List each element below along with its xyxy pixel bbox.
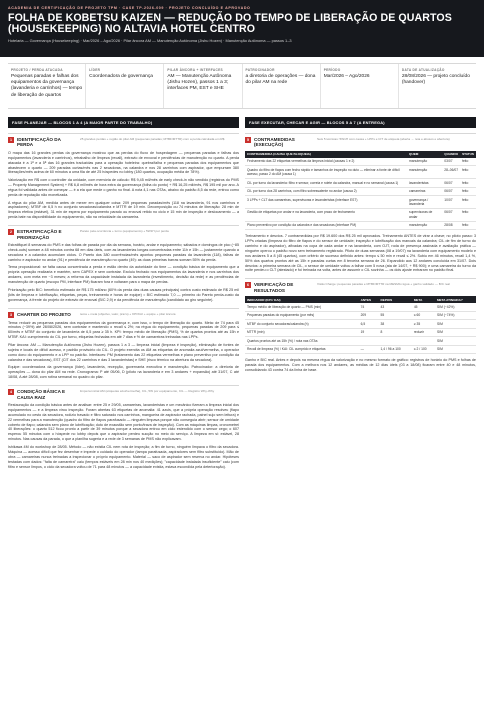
meta-label: DATA DE ATUALIZAÇÃO [401, 68, 445, 72]
execute-column [245, 117, 476, 696]
table-cell: feito [460, 166, 476, 179]
phase-banner-execute: FASE EXECUTAR, CHECAR E AGIR — BLOCOS 5 A 7 (A ENTREGA) [245, 117, 476, 128]
breadcrumb: Hotelaria — Governança (Housekeeping) · Mar/2026 – Ago/2026 · Pilar âncora AM — Manutenção Autônoma (Jishu Hozen) · Manutenção Autônoma — passos 1–3 [8, 37, 292, 43]
table-row [245, 158, 476, 166]
meta-leader [86, 64, 164, 108]
table-header-row [245, 296, 476, 303]
meta-pillar [164, 64, 242, 108]
table-cell: supervisoras de andar [407, 208, 442, 221]
countermeasures-table [245, 151, 476, 230]
header-kicker: ACADEMIA DE CERTIFICAÇÃO DE PROJETO TPM · CASE TP-2026-009 · PROJETO CONCLUÍDO E APROVADO [8, 6, 251, 10]
table-cell: Fechamento das 22 etiquetas vermelhas da limpeza inicial (causas 1 e 2) [245, 158, 407, 166]
meta-value: Pequenas paradas e falhas dos equipamentos da governança (lavanderia e carrinhos) — tempo de liberação de quartos [11, 74, 83, 98]
table-cell: SIM [435, 320, 476, 328]
column-header: ANTES [359, 296, 379, 303]
table-cell: 10/07 [442, 196, 460, 209]
table-row [245, 328, 476, 336]
section-header [8, 137, 239, 148]
column-header: STATUS [460, 151, 476, 158]
section-title: IDENTIFICAÇÃO DA PERDA [17, 137, 61, 148]
section-title: CONDIÇÃO BÁSICA E CAUSA RAIZ [17, 389, 66, 400]
table-cell: feito [460, 158, 476, 166]
table-cell: manutenção [407, 158, 442, 166]
table-cell: CIL por turno da lavanderia: filtro e sensor, correia e rolete da calandra, manual e no semanal (causa 1) [245, 179, 407, 187]
section-note: 25 grandes perdas + região do pilar AM (pequenas paradas; MTBF/MTTR) com a perda calculada em R$ [80, 137, 225, 141]
meta-label: PROJETO / PERDA ATACADA [11, 68, 63, 72]
table-cell: Plano preventivo por condição da calandra e das secadoras (interface PM) [245, 221, 407, 229]
table-cell: SIM [435, 337, 476, 345]
table-cell [379, 337, 412, 345]
section-title: VERIFICAÇÃO DE RESULTADOS [254, 282, 294, 293]
table-row [245, 320, 476, 328]
paragraph: Ganho e B/C real. Antes e depois na mesma régua da valorização e no mesmo formato de gráfico: registros de horário do PMS e folhas de parada dos equipamentos. Com a melhora nos 12 andares, as médias de 12 dias úteis (03 a 18/08) ficaram entre 40 e 48 minutos, consolidando 43 contra 74 da linha de base. [245, 358, 476, 372]
table-cell: SIM (−74%) [435, 311, 476, 319]
column-header: CONTRAMEDIDA (CAUSA QUE BLOQUEIA) [245, 151, 407, 158]
table-cell: 06/07 [442, 179, 460, 187]
meta-label: PERÍODO [323, 68, 341, 72]
table-cell: 06/07 [442, 187, 460, 195]
table-row [245, 196, 476, 209]
paragraph: A régua do pilar AM, medida antes de mexer em qualquer coisa: 209 pequenas paradas/mês (118 na lavanderia, 91 nos carrinhos e aspiradores); MTBF de 6,5 h no conjunto secadoras/calandra e MTTR de 19 min. Decomposição ou 74 minutos de liberação: 28 min de limpeza efetiva (estável), 31 min de espera por equipamento parado ou enxoval retido no ciclo e 15 min de inspeção e deslocamento — a perda bate na disponibilidade do equipamento, não na velocidade da camareira. [8, 200, 239, 220]
section-note: Seis 5 técnicas: 5W1H com causa + LPPs e CIT de etiqueta (aberta → reta e abusos e abertura) [317, 137, 450, 141]
paragraph: Tema: reduzir as pequenas paradas dos equipamentos da governança e, com isso, o tempo de liberação do quarto. Meta: de 74 para 45 minutos (−39%) até 28/08/2026, sem contratar e mantendo o recall ≤ 2%; na régua do equipamento, pequenas paradas de 209 para ≤ 60/mês e MTBF do conjunto de lavanderia de 6,5 para ≥ 35 h. KPI: tempo médio de liberação (PMS), % de quartos prontos até as 15h e MTBF. KAI: cumprimento do CIL por turno, etiquetas fechadas em até 7 dias e % de camareiras treinadas nas LPPs. [8, 320, 239, 340]
table-cell [359, 337, 379, 345]
table-cell: lavanderistas [407, 179, 442, 187]
column-header: META [412, 296, 435, 303]
table-cell: reduzir [412, 328, 435, 336]
section-header [8, 229, 239, 240]
section-results [245, 278, 476, 372]
table-cell: manutenção [407, 221, 442, 229]
table-cell: ≤ 2 / 100 [412, 345, 435, 353]
section-loss-identification [8, 133, 239, 220]
results-table [245, 296, 476, 354]
table-cell: ≤ 60 [412, 311, 435, 319]
meta-value: 28/08/2026 — projeto concluído (handover) [401, 74, 470, 86]
meta-value: Mar/2026 – Ago/2026 [323, 74, 370, 79]
page-title: FOLHA DE KOBETSU KAIZEN — REDUÇÃO DO TEMPO DE LIBERAÇÃO DE QUARTOS (HOUSEKEEPING) NO ALTAVIA HOTEL CENTRO [8, 12, 452, 36]
table-row [245, 311, 476, 319]
table-cell: Tempo médio de liberação de quarto — PMS (min) [245, 303, 359, 311]
table-cell: 8 [379, 328, 412, 336]
project-metadata [8, 63, 476, 109]
table-cell: Pequenas paradas do equipamento (por mês) [245, 311, 359, 319]
section-header [245, 137, 476, 148]
table-row [245, 187, 476, 195]
section-header [245, 282, 476, 293]
section-root-cause [8, 385, 239, 469]
paragraph: Pilar âncora: AM — Manutenção Autônoma (Jishu Hozen), passos 1 a 3 — limpeza inicial (limpeza é inspeção), eliminação de fontes de sujeira e locais de difícil acesso, e padrão provisório do CIL. O projeto exercita os AM as etiquetas de anomalia azul/vermelha, o operador como dono do equipamento e a LPP no padrão. Interfaces: PM (tratamento das 22 etiquetas vermelhas e plano preventivo por condição da calandra e das secadoras), EST (CIT dos 22 carrinhos e das 3 lavanderistas) e SHE (risco térmico na abertura da secadora). [8, 342, 239, 362]
table-row [245, 221, 476, 229]
paragraph: Priorização pelo B/C: benefício estimado de R$ 175 mil/ano (60% da perda das duas causas principais) contra custo estimado de R$ 25 mil (kits de limpeza e lubrificação, etiquetas, peças, treinamento e horas de equipe) = B/C estimado 7,0 — primeiro do Pareto perda-custo da governança, à frente do projeto de extravio de enxoval (B/C 2,9) e da pendência de manutenção (candidato ao giro seguinte). [8, 287, 239, 302]
paragraph: O mapa das 16 grandes perdas da governança mostrou que as perdas do fluxo de hospedagem — pequenas paradas e falhas dos equipamentos (lavanderia e carrinhos), retrabalho de limpeza (recall), extravio de enxoval e pendências de manutenção no quarto. A perda atacada é a 1ª e a 5ª das 16 grandes traduzidas para a operação hoteleira: quebra/falha e pequenas paradas dos equipamentos que abastecem o quarto — 209 paradas curtas/mês nas 2 secadoras, na calandra e nos 28 carrinhos com aspirador, que empurram 380 liberações/mês acima de 60 minutos a uma fila de até 25 hóspedes no lobby (180 quartos, ocupação média de 78%). [8, 150, 239, 175]
table-row [245, 345, 476, 353]
table-cell: 38 [379, 320, 412, 328]
section-number: 3 [10, 312, 12, 317]
meta-updated [399, 64, 476, 108]
table-cell: SIM (−42%) [435, 303, 476, 311]
section-note: limpeza inicial AM (etiquetas azul/vermelha), CIL, 5W por equipamento, CIL — Registro Why-Why [80, 389, 215, 394]
meta-value: AM — Manutenção Autônoma (Jishu Hozen), passos 1 a 3; interfaces PM, EST e SHE [167, 74, 232, 92]
paragraph: Equipe: coordenadora da governança (líder), lavanderia, recepção, governanta executiva e manutenção. Patrocinador: a diretoria de operações — dona do pilar AM na rede. Cronograma: P até 05/06, D (piloto na lavanderia e em 3 andares + expansão) até 31/07, C até 18/08, A até 28/08, com rotina semanal no quadro do pilar. [8, 365, 239, 380]
table-cell: MTTR (min) [245, 328, 359, 336]
meta-project [8, 64, 86, 108]
meta-label: PILAR ÂNCORA + INTERFACES [167, 68, 223, 72]
document-header [0, 0, 484, 57]
table-cell: 06/07 [442, 208, 460, 221]
table-cell: camareiras [407, 187, 442, 195]
column-header: INDICADOR (KPI / KAI) [245, 296, 359, 303]
section-title: CONTRAMEDIDAS (EXECUÇÃO) [254, 137, 295, 148]
meta-value: a diretoria de operações — dona do pilar AM na rede [245, 74, 316, 86]
table-cell [412, 337, 435, 345]
table-cell: MTBF do conjunto secadoras/calandra (h) [245, 320, 359, 328]
table-row [245, 303, 476, 311]
section-header [8, 389, 239, 400]
table-cell: 6,5 [359, 320, 379, 328]
table-row [245, 208, 476, 221]
table-cell: feito [460, 208, 476, 221]
table-cell: 28/08 [442, 221, 460, 229]
table-cell: feito [460, 196, 476, 209]
paragraph: Ishikawa 4M do workshop de 28/05. Método — não existia CIL nem rota de inspeção; a fim de turno, ninguém limpava o filtro da secadora. Máquina — acesso difícil que fez desenhar e impede o cuidado do operador (tampa parafusada, aspiradores sem filtro substituído). Mão de obra — camareiras nunca treinadas a inspecionar o próprio equipamento. Material — saco de aspirador sem reserva no andar. Hipóteses testadas com dados: "falta de camareira" caiu (tempos estáveis em 28 min nos 40 medições); "capacidade instalada insuficiente" caiu (com filtro e sensor limpos, o ciclo da secadora voltou de 71 para 48 minutos — a capacidade existia, estava escondida pela deterioração). [8, 444, 239, 469]
section-number: 6 [247, 283, 249, 288]
table-cell: feito [460, 179, 476, 187]
table-cell: 74 [359, 303, 379, 311]
table-cell: feito [460, 221, 476, 229]
table-cell: Quadro do filtro de fiapos com fecho rápido e tamanhos de inspeção no duto — eliminar a fonte de difícil acesso, passo 2 do AM (causa 1) [245, 166, 407, 179]
meta-label: PATROCINADOR [245, 68, 275, 72]
table-cell: SIM [435, 328, 476, 336]
paragraph: Treinamento e desvios. 7 contramedidas por R$ 19.600 dos R$ 25 mil aprovados. Treinamento ANTES de virar a chave; no piloto passo: 3 LPPs criadas (limpeza do filtro de fiapos e do sensor de umidade; inspeção e lubrificação dos mancais da calandra; CIL de fim de turno do carrinho e do aspirador), afixadas na copa de cada andar e na lavanderia, com OJT, roda de presença assinada e avaliação prática — ninguém operou o padrão novo sem treinamento registrado. Piloto de duas semanas (08 a 19/07) na lavanderia com equipamento modelo e nos andares 5 a 8 (45 quartos), com critério de sucesso definido antes: tempo ≤ 50 min e recall ≤ 2%. Subiu em 46 minutos, recall 1,4 %, 50% dos quartos prontos até as 15h e paradas curtas em 8 terceira semana de 26. Expandido aos 12 andares concluída em 31/07. Dois desvios: a primeira semana de CIL, o sensor de umidade voltou a falhar com 5 nova (ata de 14/07, + R$ 900); e uma camareira do turno da noite perdeu o CLT (atestado) e foi treinada na volta, antes de assumir o CIL sozinha — os dois ajuste entraram no padrão final. [245, 234, 476, 273]
section-charter [8, 308, 239, 381]
meta-label: LÍDER [89, 68, 101, 72]
table-cell: 45 [412, 303, 435, 311]
table-cell: Quartos prontos até as 15h (%) / nota nas OTAs [245, 337, 359, 345]
table-cell: manutenção [407, 166, 442, 179]
table-row [245, 166, 476, 179]
section-note: Pareto pela ocorrência + turno (equipamento) + 5W1H por perda [80, 229, 169, 234]
table-cell: 1,4 / 96 a 100 [379, 345, 412, 353]
section-note: Visão Charge: pequenas paradas e MTBF/MTTR na MESMA régua + ganho validado — B/C real [317, 282, 450, 287]
table-cell: 03/07 [442, 158, 460, 166]
table-cell: 19 [359, 328, 379, 336]
section-title: ESTRATIFICAÇÃO E PRIORIZAÇÃO [17, 229, 62, 240]
paragraph: Valorização em R$ com o controller da unidade, com memória de cálculo: R$ 9,45 mil/mês de early check-in não vendido (registros do PMS — Property Management System) + R$ 6,8 mil/mês de hora extra da governança (folha do ponto) + R$ 16,25 mil/mês, R$ 195 mil por ano. A régua foi validada antes de começar — é a ela que mede o ganho no final. A nota 4,1 nas OTAs, abaixo do padrão 8,5 da rede, entrou como perda de reputação não monetizada. [8, 178, 239, 197]
section-number: 4 [10, 390, 12, 395]
table-cell: governança / lavanderia [407, 196, 442, 209]
phase-banner-plan: FASE PLANEJAR — BLOCOS 1 A 4 (A MAIOR PARTE DO TRABALHO) [8, 117, 239, 128]
table-cell: 43 [379, 303, 412, 311]
column-header: DEPOIS [379, 296, 412, 303]
table-cell: ≥ 35 [412, 320, 435, 328]
column-header: META ATINGIDA? [435, 296, 476, 303]
content-columns [8, 117, 476, 696]
table-cell: — [359, 345, 379, 353]
table-cell: 209 [359, 311, 379, 319]
table-cell: 55 [379, 311, 412, 319]
column-header: QUANDO [442, 151, 460, 158]
section-number: 2 [10, 230, 12, 235]
table-cell: SIM [435, 345, 476, 353]
table-cell: Gestão de etiquetas por andar e na lavanderia, com prazo de fechamento [245, 208, 407, 221]
meta-value: Coordenadora de governança [89, 74, 153, 79]
section-note: tema + meta (objetivo, valor, prazo) + KPI/KAI + equipe + pilar âncora [80, 311, 176, 316]
paragraph: Estratifiquei 8 semanas do PMS e das folhas de parada por dia da semana, horário, andar e equipamento; sábados e domingos de pico (~85 check-outs) somam a 48 minutos contra 68 em dias úteis, com as lavanderias longas concentradas entre 11h e 15h — justamente quando a secadora e a calandra acumulam ciclos. O Pareto dos 380 ocorrências/mês apontou pequenas paradas da lavanderia (118), falhas de carrinho e aspirador no andar (91) e pendência de manutenção no quarto (49): as duas primeiras barras somam 55% da perda. [8, 243, 239, 262]
column-header: QUEM [407, 151, 442, 158]
paragraph: Restauração da condição básica antes de analisar: entre 25 e 29/05, camareiras, lavanderistas e um mecânico fizeram a limpeza inicial dos equipamentos — e a limpeza virou inspeção. Foram abertas 63 etiquetas de anomalia: 41 azuis, que a própria operação resolveu (fiapo acumulado no cesto da secadora, rodízio travado e filtro saturado nos carrinhos, mangueira de aspirador rachada, painel sujo sem leitura) e 22 vermelhas para a manutenção (quadro do filtro de fiapos parafusado — ninguém limpava porque não conseguia abrir; sensor de umidade coberto de fiapo; calandra sem plano de lubrificação; duto de exaustão sem ponto/trava de inspeção). Com as máquinas limpas, cronometrei 40 liberações: o quarto 512 ficou pronto a partir de 39 minutos porque a secadora entrou em ciclo estendido com o sensor cego; o 607 esperou 55 minutos com o hóspede no lobby depois que o aspirador perdeu sucção no meio do serviço. A limpeza em si: estável, 28 minutos. Nas causas da parada, o que a planilha sugeria e a rede de 3 semanas de PMS não explicavam. [8, 402, 239, 442]
section-number: 5 [247, 138, 249, 142]
table-cell: CIL por turno dos 28 carrinhos, com filtro sobressalente no andar (causa 2) [245, 187, 407, 195]
section-stratification [8, 225, 239, 302]
section-countermeasures [245, 133, 476, 273]
table-row [245, 337, 476, 345]
table-cell: 3 LPPs + CLT das camareiras, supervisoras e lavanderistas (interface EST) [245, 196, 407, 209]
section-title: CHARTER DO PROJETO [17, 311, 71, 317]
table-row [245, 179, 476, 187]
paragraph: Tema proposicional: se falta causa concentrada a perda e estão dentro da autoridade do time — condição básica de equipamento que a própria operação realizaria e mantém, sem CAPEX e sem contratar. Excluiu fechado nos equipamentos da lavanderia e nos carrinhos dos andares, com meta em ~3 meses; a reforma da capacidade instalada da lavanderia (investimento, decisão da rede) e as pendências de manutenção de quarto (escopo PM, interface PM) ficaram fora e voltaram para o mapa de perdas. [8, 265, 239, 285]
table-header-row [245, 151, 476, 158]
section-header [8, 312, 239, 318]
table-cell: 28–06/07 [442, 166, 460, 179]
section-number: 1 [10, 138, 12, 142]
meta-period [321, 64, 399, 108]
table-cell: feito [460, 187, 476, 195]
meta-sponsor [243, 64, 321, 108]
table-cell: Recall de limpeza (%) / KAI: CIL cumprido e etiquetas [245, 345, 359, 353]
plan-column [8, 117, 239, 696]
